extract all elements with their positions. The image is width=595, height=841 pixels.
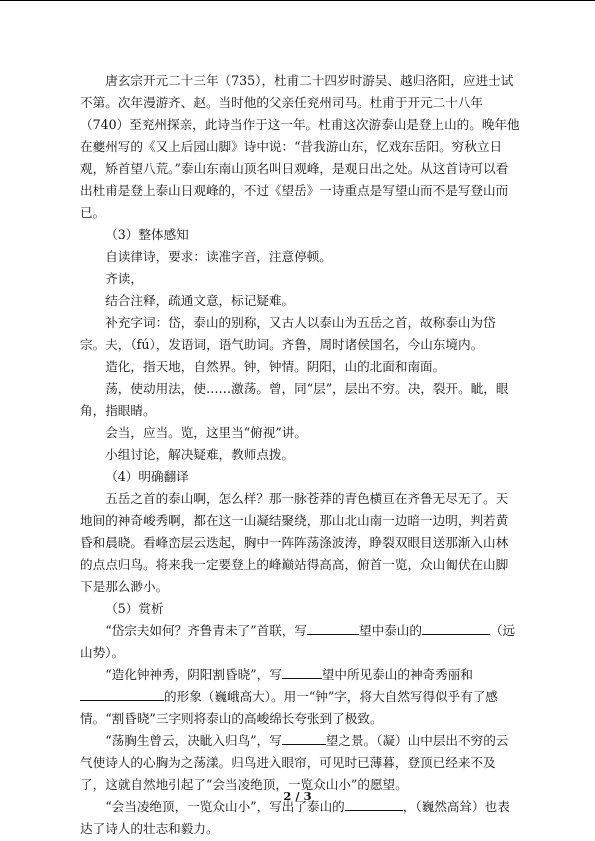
annotation-instruction: 结合注释，疏通文意，标记疑难。 bbox=[105, 293, 295, 308]
fill-blank[interactable] bbox=[282, 665, 322, 679]
history-paragraph: 唐玄宗开元二十三年（735），杜甫二十四岁时游吴、越归洛阳，应进士试不第。次年漫游齐、赵。当时他的父亲任兖州司马。杜甫于开元二十八年（740）至兖州探亲，此诗当作于这一年。杜甫这次游泰山是登上山的。晚年他在夔州写的《又上后园山脚》诗中说：“昔我游山东，忆戏东岳阳。穷秋立日观，矫首望八荒。”泰山东南山顶名叫日观峰，是观日出之处。从这首诗可以看出杜甫是登上泰山日观峰的，不过《望岳》一诗重点是写望山而不是写登山而已。 bbox=[80, 73, 520, 220]
page-number: 2 / 3 bbox=[283, 789, 312, 803]
document-body bbox=[80, 70, 520, 840]
vocabulary-zaohua: 造化，指天地，自然界。钟，钟情。阴阳，山的北面和南面。 bbox=[105, 359, 446, 374]
page-top-rule bbox=[0, 0, 595, 1]
group-read-line: 齐读， bbox=[105, 271, 143, 286]
section-5-heading: （5）赏析 bbox=[105, 601, 164, 616]
group-discussion-line: 小组讨论，解决疑难，教师点拨。 bbox=[105, 447, 295, 462]
appreciation-q4: “会当凌绝顶，一览众山小”，写出了泰山的 ，（巍然高耸）也表达了诗人的壮志和毅力。 bbox=[80, 799, 510, 836]
fill-blank[interactable] bbox=[307, 621, 359, 635]
vocabulary-paragraph: 补充字词：岱，泰山的别称，又古人以泰山为五岳之首，故称泰山为岱宗。夫，（fú），发语词，语气助词。齐鲁，周时诸侯国名，今山东境内。 bbox=[80, 315, 496, 352]
appreciation-q2: “造化钟神秀，阴阳割昏晓”，写 望中所见泰山的神奇秀丽和的形象（巍峨高大）。用一“钟”字，将大自然写得似乎有了感情。“割昏晓”三字则将泰山的高峻绵长夸张到了极致。 bbox=[80, 667, 499, 726]
section-3-heading: （3）整体感知 bbox=[105, 227, 189, 242]
fill-blank[interactable] bbox=[422, 621, 490, 635]
vocabulary-huidang: 会当，应当。览，这里当“俯视”讲。 bbox=[105, 425, 307, 440]
read-instruction: 自读律诗，要求：读准字音，注意停顿。 bbox=[105, 249, 332, 264]
fill-blank[interactable] bbox=[282, 731, 326, 745]
section-4-heading: （4）明确翻译 bbox=[105, 469, 189, 484]
fill-blank[interactable] bbox=[80, 687, 164, 701]
appreciation-q1: “岱宗夫如何？齐鲁青未了”首联，写 望中泰山的 （远山势）。 bbox=[80, 623, 516, 660]
translation-paragraph: 五岳之首的泰山啊，怎么样？那一脉苍莽的青色横亘在齐鲁无尽无了。天地间的神奇峻秀啊，都在这一山凝结聚绕，那山北山南一边暗一边明，判若黄昏和晨晓。看峰峦层云迭起，胸中一阵阵荡涤波涛，睁裂双眼目送那渐入山林的点点归鸟。将来我一定要登上的峰巅站得高高，俯首一览，众山匍伏在山脚下是那么渺小。 bbox=[80, 491, 509, 594]
appreciation-q3: “荡胸生曾云，决眦入归鸟”，写 望之景。（凝）山中层出不穷的云气使诗人的心胸为之荡漾。归鸟进入眼帘，可见时已薄暮，登顶已经来不及了，这就自然地引起了“会当凌绝顶，一览众山小”的愿望。 bbox=[80, 733, 509, 792]
vocabulary-dang: 荡，使动用法，使……激荡。曾，同“层”，层出不穷。决，裂开。眦，眼角，指眼睛。 bbox=[80, 381, 509, 418]
